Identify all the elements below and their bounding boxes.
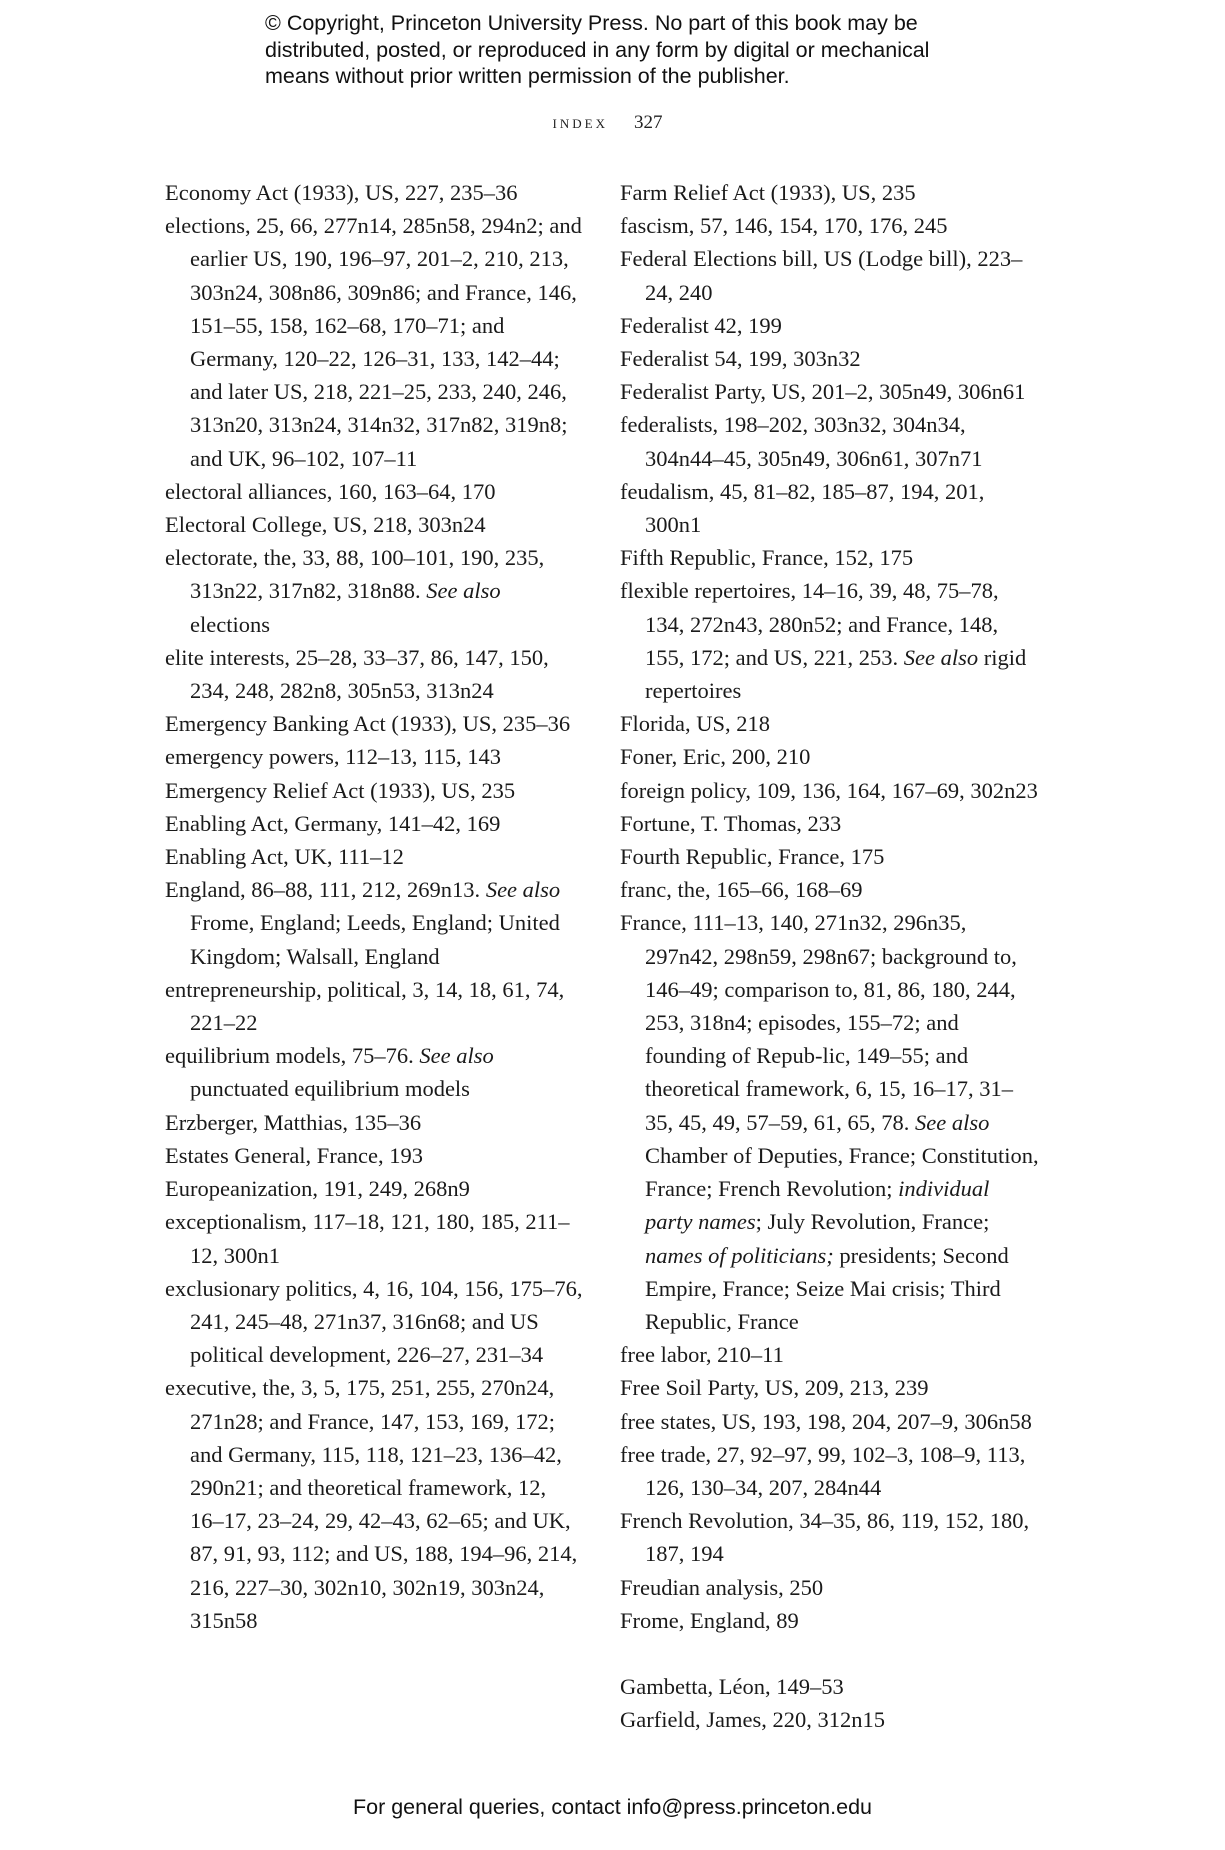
entry-text: punctuated equilibrium models <box>190 1076 470 1102</box>
index-entry: exclusionary politics, 4, 16, 104, 156, 175–76, 241, 245–48, 271n37, 316n68; and US political development, 226–27, 231–34 <box>165 1275 583 1368</box>
index-entry: Federalist 54, 199, 303n32 <box>620 346 861 372</box>
index-entry: Erzberger, Matthias, 135–36 <box>165 1109 422 1135</box>
index-entry: elections, 25, 66, 277n14, 285n58, 294n2; and earlier US, 190, 196–97, 201–2, 210, 213, 303n24, 308n86, 309n86; and France, 146, 151–55, 158, 162–68, 170–71; and Germany, 120–22, 126–31, 133, 142–44; and later US, 218, 221–25, 233, 240, 246, 313n20, 313n24, 314n32, 317n82, 319n8; and UK, 96–102, 107–11 <box>165 213 582 471</box>
see-also-ref: See also <box>903 644 979 670</box>
running-head <box>0 112 1225 134</box>
index-entry: Emergency Relief Act (1933), US, 235 <box>165 777 516 803</box>
see-also-ref: See also <box>426 578 501 604</box>
index-entry: Garfield, James, 220, 312n15 <box>620 1707 885 1733</box>
copyright-line: © Copyright, Princeton University Press. No part of this book may be <box>265 11 918 35</box>
index-entry: electoral alliances, 160, 163–64, 170 <box>165 478 496 504</box>
index-entry: exceptionalism, 117–18, 121, 180, 185, 211–12, 300n1 <box>165 1209 570 1268</box>
index-entry <box>620 906 1040 1338</box>
index-entry: Freudian analysis, 250 <box>620 1574 824 1600</box>
entry-text: presidents; Second Empire, France; Seize Mai crisis; Third Republic, France <box>645 1242 1009 1334</box>
entry-text: France, 111–13, 140, 271n32, 296n35, 297n42, 298n59, 298n67; background to, 146–49; comparison to, 81, 86, 180, 244, 253, 318n4; episodes, 155–72; and founding of Repub-lic, 149–55; and theoretical framework, 6, 15, 16–17, 31–35, 45, 49, 57–59, 61, 65, 78. <box>620 910 1017 1135</box>
section-gap <box>620 1637 1040 1670</box>
index-column-right <box>620 176 1040 1736</box>
entry-text: electorate, the, 33, 88, 100–101, 190, 235, 313n22, 317n82, 318n88. <box>165 545 545 604</box>
entry-text: rigid repertoires <box>645 644 1027 704</box>
index-entry: Free Soil Party, US, 209, 213, 239 <box>620 1375 929 1401</box>
see-also-ref: See also <box>485 877 561 903</box>
see-also-ref: See also <box>915 1109 990 1135</box>
copyright-line: means without prior written permission of the publisher. <box>265 64 790 88</box>
index-entry: Enabling Act, UK, 111–12 <box>165 844 404 870</box>
index-entry: Emergency Banking Act (1933), US, 235–36 <box>165 711 571 737</box>
index-entry: Florida, US, 218 <box>620 711 771 737</box>
index-entry <box>165 873 583 973</box>
index-entry: foreign policy, 109, 136, 164, 167–69, 302n23 <box>620 777 1038 803</box>
index-column-left <box>165 176 583 1637</box>
index-entry: Economy Act (1933), US, 227, 235–36 <box>165 180 518 205</box>
entry-text: elections <box>190 611 270 637</box>
entry-text: flexible repertoires, 14–16, 39, 48, 75–78, 134, 272n43, 280n52; and France, 148, 155, 172; and US, 221, 253. <box>620 578 999 670</box>
index-entry <box>165 541 583 641</box>
index-entry <box>620 574 1040 707</box>
index-entry: elite interests, 25–28, 33–37, 86, 147, 150, 234, 248, 282n8, 305n53, 313n24 <box>165 644 549 704</box>
copyright-notice <box>265 10 1025 90</box>
index-entry: free trade, 27, 92–97, 99, 102–3, 108–9, 113, 126, 130–34, 207, 284n44 <box>620 1441 1026 1500</box>
index-entry: Gambetta, Léon, 149–53 <box>620 1673 844 1699</box>
index-entry: Frome, England, 89 <box>620 1607 799 1633</box>
index-entry: Estates General, France, 193 <box>165 1142 424 1168</box>
italic-ref: names of politicians; <box>645 1242 834 1268</box>
entry-text: ; July Revolution, France; <box>755 1209 990 1235</box>
index-entry: fascism, 57, 146, 154, 170, 176, 245 <box>620 213 948 239</box>
index-entry: executive, the, 3, 5, 175, 251, 255, 270n24, 271n28; and France, 147, 153, 169, 172; and Germany, 115, 118, 121–23, 136–42, 290n21; and theoretical framework, 12, 16–17, 23–24, 29, 42–43, 62–65; and UK, 87, 91, 93, 112; and US, 188, 194–96, 214, 216, 227–30, 302n10, 302n19, 303n24, 315n58 <box>165 1375 578 1633</box>
entry-text: equilibrium models, 75–76. <box>165 1043 420 1069</box>
copyright-line: distributed, posted, or reproduced in any form by digital or mechanical <box>265 37 930 62</box>
index-entry: Federalist 42, 199 <box>620 312 782 338</box>
index-entry: Europeanization, 191, 249, 268n9 <box>165 1176 470 1202</box>
index-entry: Federal Elections bill, US (Lodge bill), 223–24, 240 <box>620 246 1023 305</box>
see-also-ref: See also <box>419 1043 494 1069</box>
running-head-title: index <box>552 112 608 133</box>
index-entry <box>165 1039 583 1105</box>
index-entry: emergency powers, 112–13, 115, 143 <box>165 744 501 770</box>
index-entry: feudalism, 45, 81–82, 185–87, 194, 201, 300n1 <box>620 478 985 538</box>
page-number: 327 <box>633 112 663 133</box>
index-entry: free labor, 210–11 <box>620 1342 784 1368</box>
index-entry: entrepreneurship, political, 3, 14, 18, 61, 74, 221–22 <box>165 976 565 1036</box>
index-entry: Fortune, T. Thomas, 233 <box>620 810 842 836</box>
entry-text: Chamber of Deputies, France; Constitution, France; French Revolution; <box>645 1142 1039 1202</box>
index-entry: French Revolution, 34–35, 86, 119, 152, 180, 187, 194 <box>620 1508 1030 1567</box>
index-entry: federalists, 198–202, 303n32, 304n34, 304n44–45, 305n49, 306n61, 307n71 <box>620 412 983 471</box>
entry-text: Frome, England; Leeds, England; United Kingdom; Walsall, England <box>190 910 560 969</box>
entry-text: England, 86–88, 111, 212, 269n13. <box>165 877 486 903</box>
index-entry: Fourth Republic, France, 175 <box>620 844 885 870</box>
index-entry: Enabling Act, Germany, 141–42, 169 <box>165 810 501 836</box>
index-entry: franc, the, 165–66, 168–69 <box>620 877 863 903</box>
index-entry: free states, US, 193, 198, 204, 207–9, 306n58 <box>620 1408 1032 1434</box>
footer-contact: For general queries, contact info@press.princeton.edu <box>352 1795 872 1819</box>
index-entry: Fifth Republic, France, 152, 175 <box>620 545 914 571</box>
index-entry: Foner, Eric, 200, 210 <box>620 744 811 770</box>
italic-ref: individual party names <box>645 1176 990 1235</box>
index-entry: Federalist Party, US, 201–2, 305n49, 306n61 <box>620 379 1026 405</box>
index-entry: Electoral College, US, 218, 303n24 <box>165 512 486 538</box>
index-entry: Farm Relief Act (1933), US, 235 <box>620 180 916 205</box>
